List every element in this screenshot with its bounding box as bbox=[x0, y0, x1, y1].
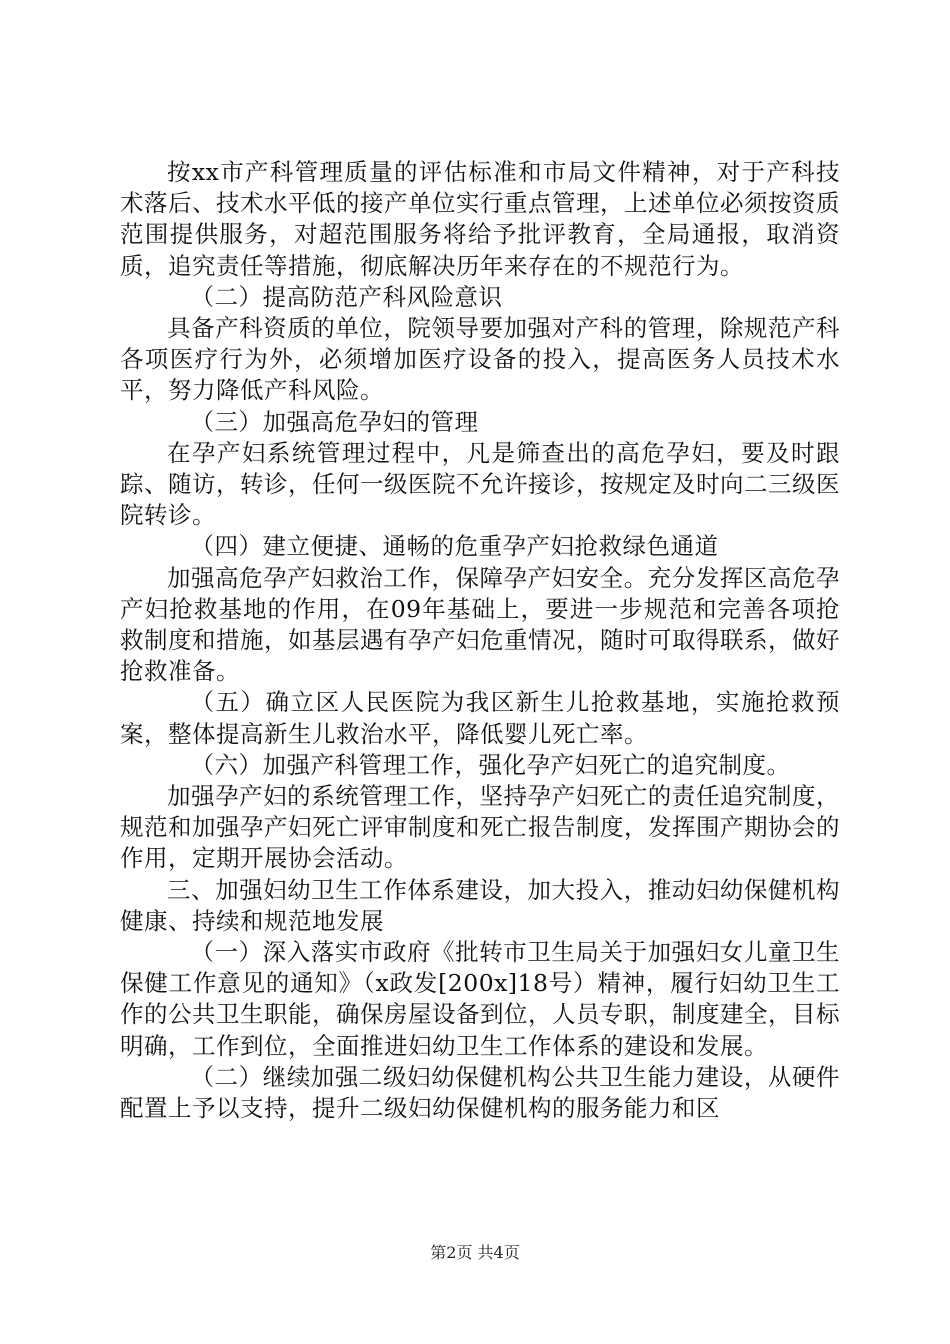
section-heading: （六）加强产科管理工作，强化孕产妇死亡的追究制度。 bbox=[190, 750, 791, 779]
section-paragraph: （二）继续加强二级妇幼保健机构公共卫生能力建设，从硬件配置上予以支持，提升二级妇幼保健机构的服务能力和区 bbox=[120, 1062, 840, 1123]
chapter-heading: 三、加强妇幼卫生工作体系建设，加大投入，推动妇幼保健机构健康、持续和规范地发展 bbox=[120, 875, 840, 935]
paragraph: 加强孕产妇的系统管理工作，坚持孕产妇死亡的责任追究制度，规范和加强孕产妇死亡评审制度和死亡报告制度，发挥围产期协会的作用，定期开展协会活动。 bbox=[120, 782, 840, 873]
section-paragraph: （一）深入落实市政府《批转市卫生局关于加强妇女儿童卫生保健工作意见的通知》（x政发[200x]18号）精神，履行妇幼卫生工作的公共卫生职能，确保房屋设备到位，人员专职，制度建全，目标明确，工作到位，全面推进妇幼卫生工作体系的建设和发展。 bbox=[120, 938, 840, 1060]
section-heading: （三）加强高危孕妇的管理 bbox=[190, 407, 479, 436]
paragraph: 加强高危孕产妇救治工作，保障孕产妇安全。充分发挥区高危孕产妇抢救基地的作用，在09年基础上，要进一步规范和完善各项抢救制度和措施，如基层遇有孕产妇危重情况，随时可取得联系，做好抢救准备。 bbox=[120, 563, 840, 686]
paragraph: 按xx市产科管理质量的评估标准和市局文件精神，对于产科技术落后、技术水平低的接产单位实行重点管理，上述单位必须按资质范围提供服务，对超范围服务将给予批评教育，全局通报，取消资质，追究责任等措施，彻底解决历年来存在的不规范行为。 bbox=[120, 158, 840, 280]
section-heading: （四）建立便捷、通畅的危重孕产妇抢救绿色通道 bbox=[190, 532, 719, 561]
section-heading: （二）提高防范产科风险意识 bbox=[190, 282, 503, 311]
section-heading: （五）确立区人民医院为我区新生儿抢救基地，实施抢救预案，整体提高新生儿救治水平，降低婴儿死亡率。 bbox=[120, 688, 840, 748]
page-number: 第2页 共4页 bbox=[430, 1243, 520, 1262]
document-body bbox=[120, 157, 840, 1124]
paragraph: 在孕产妇系统管理过程中，凡是筛查出的高危孕妇，要及时跟踪、随访，转诊，任何一级医院不允许接诊，按规定及时向二三级医院转诊。 bbox=[120, 438, 840, 530]
paragraph: 具备产科资质的单位，院领导要加强对产科的管理，除规范产科各项医疗行为外，必须增加医疗设备的投入，提高医务人员技术水平，努力降低产科风险。 bbox=[120, 314, 840, 405]
